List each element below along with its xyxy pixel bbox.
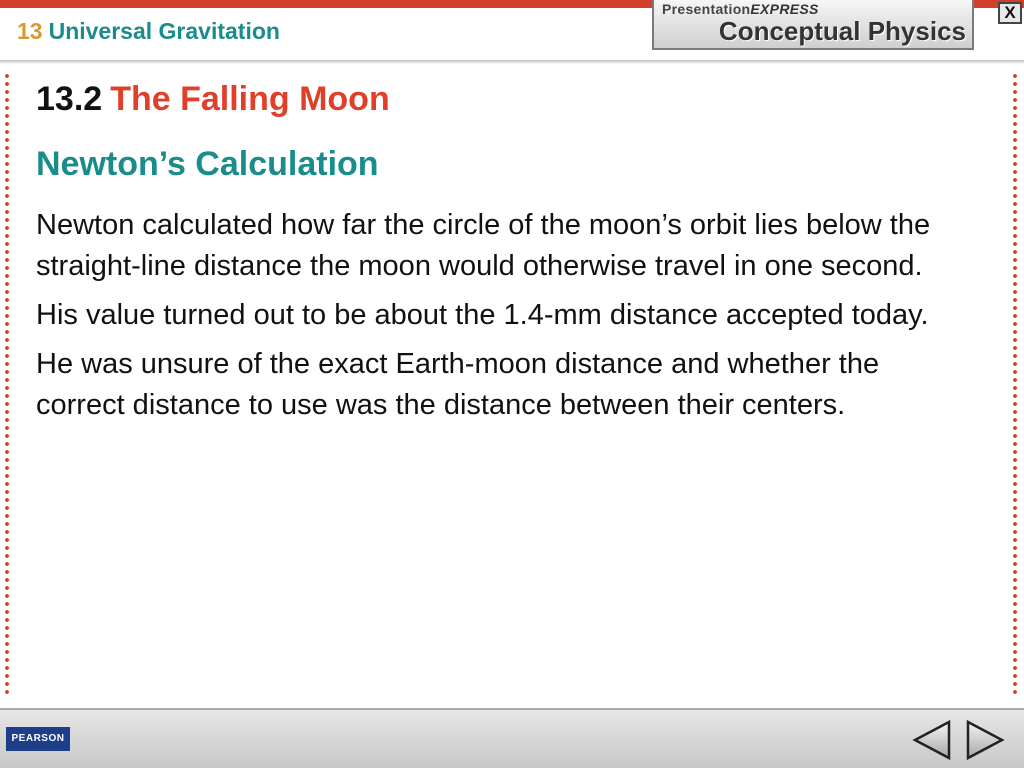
paragraph-2: His value turned out to be about the 1.4-mm distance accepted today. (36, 299, 929, 331)
section-number: 13.2 (36, 80, 103, 118)
next-slide-button[interactable] (964, 719, 1006, 761)
chapter-title: Universal Gravitation (48, 18, 280, 44)
brand-prefix: Presentation (662, 1, 751, 17)
right-dotted-border (1013, 72, 1017, 696)
slide-subtitle: Newton’s Calculation (36, 145, 379, 183)
close-button[interactable]: X (998, 2, 1022, 24)
left-arrow-icon (911, 719, 953, 761)
chapter-number: 13 (17, 18, 43, 44)
brand-conceptual-physics: Conceptual Physics (718, 16, 966, 46)
brand-presentation-express (662, 1, 819, 17)
header-shadow (0, 60, 1024, 64)
section-title: The Falling Moon (110, 80, 390, 118)
brand-suffix: EXPRESS (750, 1, 819, 17)
pearson-logo: PEARSON (6, 727, 70, 751)
right-arrow-icon (964, 719, 1006, 761)
slide-body (36, 205, 966, 434)
chapter-heading (17, 18, 280, 45)
section-heading (36, 80, 390, 119)
previous-slide-button[interactable] (911, 719, 953, 761)
brand-logo (652, 0, 974, 50)
bottom-nav-bar (0, 708, 1024, 768)
left-dotted-border (5, 72, 9, 696)
paragraph-1: Newton calculated how far the circle of the moon’s orbit lies below the straight-line distance the moon would otherwise travel in one second. (36, 209, 931, 282)
paragraph-3: He was unsure of the exact Earth-moon distance and whether the correct distance to use was the distance between their centers. (36, 348, 880, 421)
top-header (0, 0, 1024, 62)
